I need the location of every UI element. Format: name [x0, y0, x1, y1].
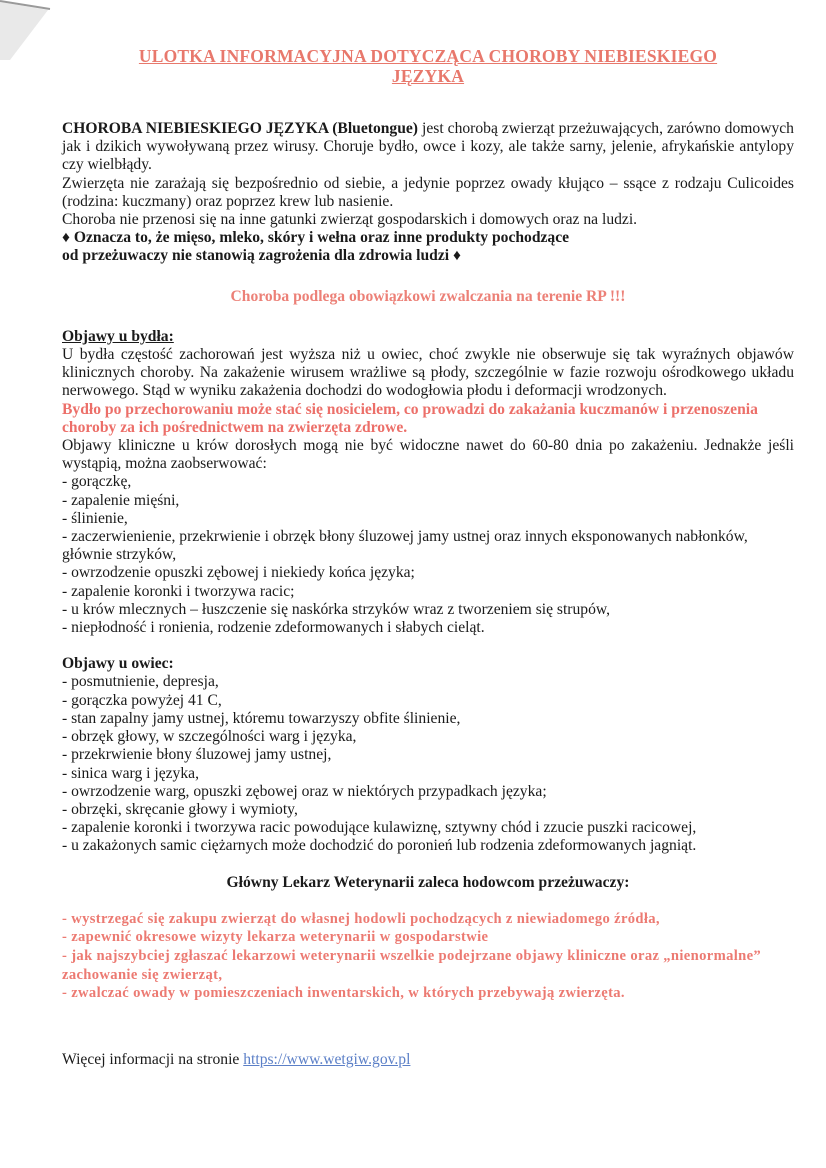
list-item: - u zakażonych samic ciężarnych może dochodzić do poronień lub rodzenia zdeformowanych jagniąt. — [62, 837, 697, 855]
list-item: - posmutnienie, depresja, — [62, 673, 219, 691]
scan-corner-mark — [0, 0, 60, 60]
list-item: - przekrwienie błony śluzowej jamy ustnej, — [62, 746, 332, 764]
cattle-paragraph-1: U bydła częstość zachorowań jest wyższa niż u owiec, choć zwykle nie obserwuje się tak wyraźnych objawów klinicznych choroby. Na zakażenie wirusem wrażliwe są płody, szczególnie w fazie rozwoju ośrodkowego układu nerwowego. Stąd w wyniku zakażenia dochodzi do wodogłowia płodu i deformacji wrodzonych. — [62, 346, 794, 400]
list-item: - zaczerwienienie, przekrwienie i obrzęk błony śluzowej jamy ustnej oraz innych eksponowanych nabłonków, głównie strzyków, — [62, 528, 748, 564]
list-item: - obrzęk głowy, w szczególności warg i języka, — [62, 728, 357, 746]
intro-section — [62, 120, 794, 266]
title-line-1: ULOTKA INFORMACYJNA DOTYCZĄCA CHOROBY NIEBIESKIEGO — [138, 46, 718, 66]
sheep-section — [62, 655, 794, 855]
intro-text: jest chorobą zwierząt przeżuwających, zarówno domowych jak i dzikich wywoływaną przez wirusy. Choruje bydło, owce i kozy, ale także sarny, jelenie, afrykańskie antylopy czy wielbłądy. — [62, 120, 794, 174]
recommendations-section — [62, 874, 794, 1003]
list-item: - zwalczać owady w pomieszczeniach inwentarskich, w których przebywają zwierzęta. — [62, 985, 625, 1002]
safety-warning-line-1: ♦ Oznacza to, że mięso, mleko, skóry i wełna oraz inne produkty pochodzące — [62, 229, 570, 247]
disease-name: CHOROBA NIEBIESKIEGO JĘZYKA (Bluetongue) — [62, 120, 418, 137]
cattle-section — [62, 328, 794, 637]
transmission-paragraph: Zwierzęta nie zarażają się bezpośrednio od siebie, a jedynie poprzez owady kłująco – ssące z rodzaju Culicoides (rodzina: kuczmany) oraz poprzez krew lub nasienie. — [62, 174, 794, 210]
sheep-heading: Objawy u owiec: — [62, 655, 174, 673]
list-item: - owrzodzenie opuszki zębowej i niekiedy końca języka; — [62, 564, 415, 582]
recommendations-heading: Główny Lekarz Weterynarii zaleca hodowcom przeżuwaczy: — [226, 873, 630, 891]
list-item: - zapalenie koronki i tworzywa racic; — [62, 582, 295, 600]
list-item: - obrzęki, skręcanie głowy i wymioty, — [62, 800, 298, 818]
cattle-heading: Objawy u bydła: — [62, 327, 174, 345]
sheep-symptom-list — [62, 673, 794, 855]
cattle-paragraph-2: Objawy kliniczne u krów dorosłych mogą nie być widoczne nawet do 60-80 dnia po zakażeniu. Jednakże jeśli wystąpią, można zaobserwować: — [62, 437, 794, 473]
cattle-symptom-list — [62, 473, 794, 637]
cattle-carrier-warning: Bydło po przechorowaniu może stać się nosicielem, co prowadzi do zakażania kuczmanów i przenoszenia choroby za ich pośrednictwem na zwierzęta zdrowe. — [62, 400, 758, 436]
page-title — [62, 46, 794, 86]
list-item: - zapalenie koronki i tworzywa racic powodujące kulawiznę, sztywny chód i zzucie puszki racicowej, — [62, 819, 697, 837]
more-info-line — [62, 1051, 794, 1069]
more-info-text: Więcej informacji na stronie — [62, 1050, 244, 1068]
list-item: - niepłodność i ronienia, rodzenie zdeformowanych i słabych cieląt. — [62, 619, 485, 637]
list-item: - ślinienie, — [62, 509, 128, 527]
title-line-2: JĘZYKA — [391, 66, 465, 86]
list-item: - gorączkę, — [62, 473, 132, 491]
list-item: - gorączka powyżej 41 C, — [62, 691, 222, 709]
list-item: - owrzodzenie warg, opuszki zębowej oraz w niektórych przypadkach języka; — [62, 782, 547, 800]
leaflet-page — [62, 46, 794, 1069]
species-paragraph: Choroba nie przenosi się na inne gatunki zwierząt gospodarskich i domowych oraz na ludzi. — [62, 211, 638, 229]
list-item: - zapewnić okresowe wizyty lekarza weterynarii w gospodarstwie — [62, 929, 489, 946]
list-item: - wystrzegać się zakupu zwierząt do własnej hodowli pochodzących z niewiadomego źródła, — [62, 910, 660, 927]
list-item: - stan zapalny jamy ustnej, któremu towarzyszy obfite ślinienie, — [62, 709, 461, 727]
mandatory-control-notice: Choroba podlega obowiązkowi zwalczania na terenie RP !!! — [230, 287, 626, 305]
list-item: - sinica warg i języka, — [62, 764, 199, 782]
list-item: - zapalenie mięśni, — [62, 491, 180, 509]
website-link[interactable]: https://www.wetgiw.gov.pl — [243, 1050, 411, 1068]
intro-paragraph — [62, 120, 794, 175]
safety-warning-line-2: od przeżuwaczy nie stanowią zagrożenia dla zdrowia ludzi ♦ — [62, 247, 461, 265]
recommendations-list — [62, 910, 794, 1003]
list-item: - u krów mlecznych – łuszczenie się naskórka strzyków wraz z tworzeniem się strupów, — [62, 600, 611, 618]
list-item: - jak najszybciej zgłaszać lekarzowi weterynarii wszelkie podejrzane objawy kliniczne oraz „nienormalne” zachowanie się zwierząt, — [62, 947, 762, 983]
